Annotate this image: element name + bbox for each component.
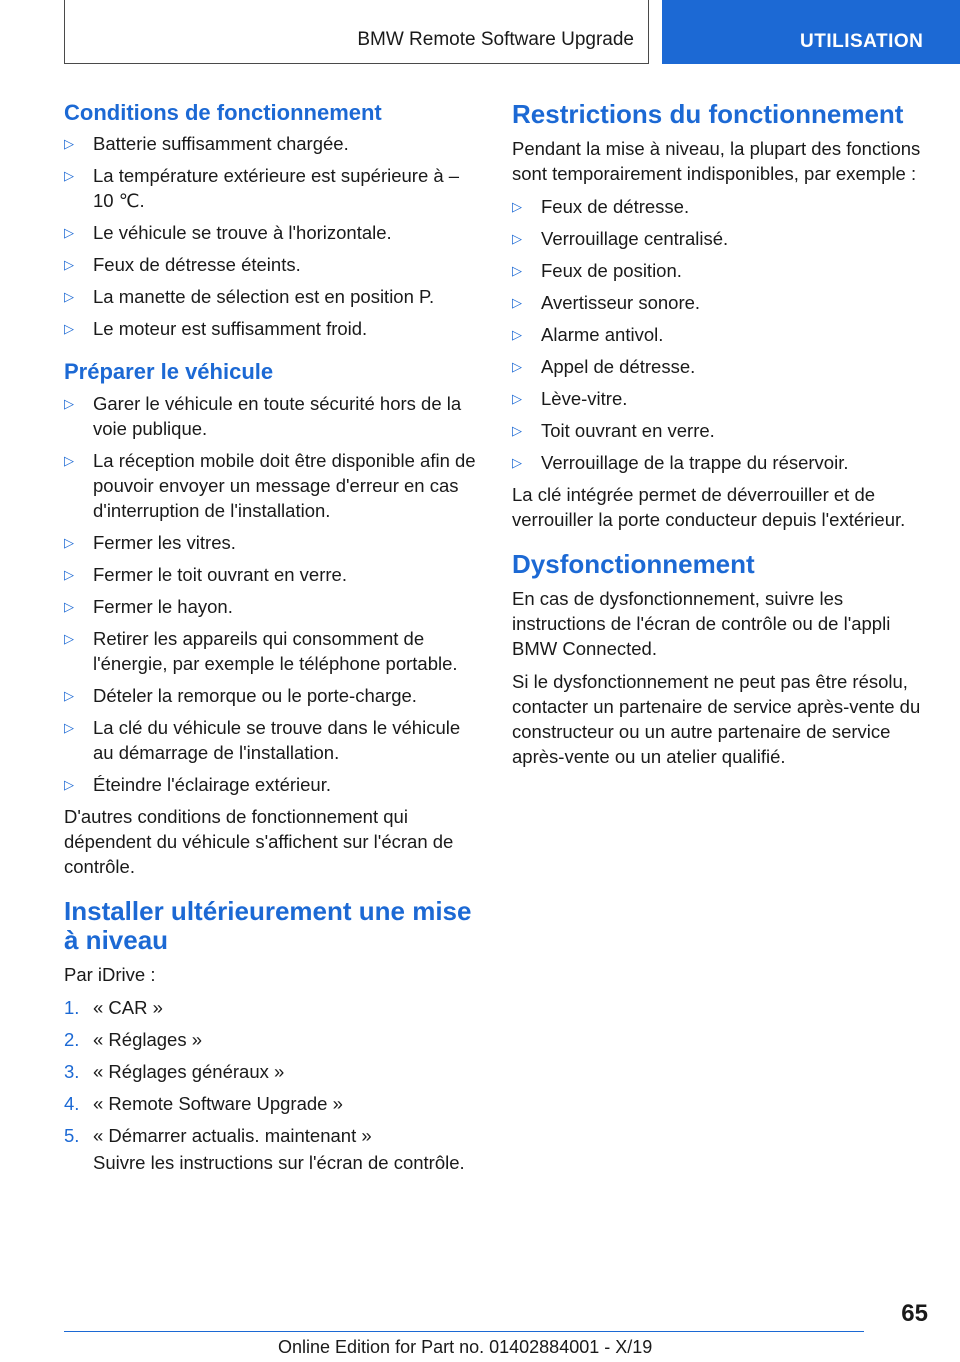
triangle-bullet-icon: ▷ [512, 454, 522, 470]
prepare-list [64, 391, 478, 797]
list-item: ▷ Feux de position. [512, 259, 682, 281]
section-restrictions [512, 100, 932, 532]
triangle-bullet-icon: ▷ [64, 289, 74, 305]
triangle-bullet-icon: ▷ [512, 358, 522, 374]
list-item: ▷ Retirer les appareils qui consomment de l'énergie, par exemple le téléphone portable. [64, 627, 458, 674]
header-box [64, 0, 649, 64]
body-paragraph: En cas de dysfonctionnement, suivre les instructions de l'écran de contrôle ou de l'appli BMW Connected. [512, 587, 891, 659]
triangle-bullet-icon: ▷ [64, 719, 74, 735]
header-title: BMW Remote Software Upgrade [357, 29, 634, 50]
section-heading: Restrictions du fonctionnement [512, 99, 904, 129]
list-item: ▷ Feux de détresse. [512, 195, 690, 217]
triangle-bullet-icon: ▷ [64, 225, 74, 241]
body-paragraph: Si le dysfonctionnement ne peut pas être résolu, contacter un partenaire de service après-vente du constructeur ou un autre partenaire de service après-vente ou un atelier qualifié. [512, 670, 921, 767]
section-heading: Préparer le véhicule [64, 359, 274, 385]
list-item: ▷ Avertisseur sonore. [512, 291, 701, 313]
list-item: ▷ Batterie suffisamment chargée. [64, 133, 349, 155]
section-install-upgrade [64, 897, 478, 1176]
triangle-bullet-icon: ▷ [512, 198, 522, 214]
list-item: ▷ Appel de détresse. [512, 355, 696, 377]
triangle-bullet-icon: ▷ [512, 294, 522, 310]
section-heading: Installer ultérieurement une mise à niveau [64, 895, 472, 956]
list-item: ▷ Lève-vitre. [512, 387, 628, 409]
section-heading: Conditions de fonctionnement [64, 100, 382, 125]
left-column [64, 100, 478, 1193]
triangle-bullet-icon: ▷ [64, 257, 74, 273]
list-item: ▷ Dételer la remorque ou le porte-charge. [64, 684, 417, 706]
list-item: ▷ Garer le véhicule en toute sécurité hors de la voie publique. [64, 392, 462, 439]
triangle-bullet-icon: ▷ [512, 230, 522, 246]
section-conditions [64, 100, 478, 341]
page-number: 65 [901, 1300, 928, 1327]
triangle-bullet-icon: ▷ [64, 395, 74, 411]
footer-edition: Online Edition for Part no. 01402884001 - X/19 [278, 1337, 653, 1357]
step-note: Suivre les instructions sur l'écran de contrôle. [93, 1152, 465, 1174]
section-tab-label: UTILISATION [800, 31, 924, 52]
triangle-bullet-icon: ▷ [64, 534, 74, 550]
body-paragraph: Par iDrive : [64, 964, 156, 986]
list-item: ▷ La réception mobile doit être disponible afin de pouvoir envoyer un message d'erreur en cas d'interruption de l'installation. [64, 449, 476, 521]
step-item: 4. « Remote Software Upgrade » [64, 1093, 343, 1115]
step-item: 2. « Réglages » [64, 1029, 203, 1051]
triangle-bullet-icon: ▷ [64, 630, 74, 646]
restrictions-list [512, 194, 932, 475]
triangle-bullet-icon: ▷ [64, 598, 74, 614]
list-item: ▷ Le véhicule se trouve à l'horizontale. [64, 222, 392, 244]
list-item: ▷ La température extérieure est supérieure à –10 ℃. [64, 165, 460, 212]
body-paragraph: D'autres conditions de fonctionnement qui dépendent du véhicule s'affichent sur l'écran de contrôle. [64, 805, 454, 877]
list-item: ▷ Éteindre l'éclairage extérieur. [64, 773, 331, 795]
triangle-bullet-icon: ▷ [64, 321, 74, 337]
list-item: ▷ Feux de détresse éteints. [64, 254, 301, 276]
footer-divider [64, 1331, 864, 1332]
list-item: ▷ La manette de sélection est en position P. [64, 286, 435, 308]
triangle-bullet-icon: ▷ [512, 390, 522, 406]
triangle-bullet-icon: ▷ [512, 262, 522, 278]
triangle-bullet-icon: ▷ [64, 136, 74, 152]
list-item: ▷ Fermer le toit ouvrant en verre. [64, 563, 347, 585]
section-heading: Dysfonctionnement [512, 548, 755, 579]
conditions-list [64, 131, 478, 341]
step-item: 1. « CAR » [64, 997, 163, 1019]
triangle-bullet-icon: ▷ [64, 566, 74, 582]
step-item: 5. « Démarrer actualis. maintenant » [64, 1125, 372, 1147]
triangle-bullet-icon: ▷ [64, 452, 74, 468]
list-item: ▷ Verrouillage centralisé. [512, 227, 729, 249]
triangle-bullet-icon: ▷ [512, 326, 522, 342]
triangle-bullet-icon: ▷ [64, 168, 74, 184]
step-item: 3. « Réglages généraux » [64, 1061, 285, 1083]
list-item: ▷ Fermer les vitres. [64, 531, 236, 553]
list-item: ▷ Alarme antivol. [512, 323, 664, 345]
list-item: ▷ Fermer le hayon. [64, 595, 233, 617]
section-prepare-vehicle [64, 359, 478, 878]
body-paragraph: Pendant la mise à niveau, la plupart des fonctions sont temporairement indisponibles, par exemple : [512, 137, 921, 184]
list-item: ▷ Verrouillage de la trappe du réservoir. [512, 451, 849, 473]
steps-list [64, 995, 478, 1148]
list-item: ▷ Le moteur est suffisamment froid. [64, 318, 368, 340]
body-paragraph: La clé intégrée permet de déverrouiller et de verrouiller la porte conducteur depuis l'extérieur. [512, 483, 906, 530]
triangle-bullet-icon: ▷ [64, 687, 74, 703]
right-column [512, 100, 932, 787]
section-malfunction [512, 550, 932, 769]
list-item: ▷ Toit ouvrant en verre. [512, 419, 715, 441]
triangle-bullet-icon: ▷ [512, 422, 522, 438]
list-item: ▷ La clé du véhicule se trouve dans le véhicule au démarrage de l'installation. [64, 716, 461, 763]
triangle-bullet-icon: ▷ [64, 776, 74, 792]
section-tab [662, 0, 960, 64]
